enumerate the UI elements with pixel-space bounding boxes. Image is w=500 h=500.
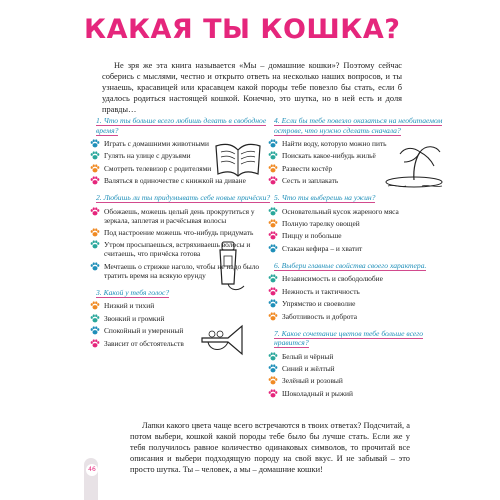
page-number: 46: [86, 464, 98, 476]
answer-option: [268, 299, 458, 308]
answer-option: [268, 287, 458, 296]
paw-icon: [268, 207, 278, 216]
answer-list: [268, 352, 458, 398]
answer-option: [268, 176, 458, 185]
question-text: [268, 261, 458, 271]
paw-icon: [90, 314, 100, 323]
paw-icon: [90, 326, 100, 335]
answer-label: Упрямство и своеволие: [282, 299, 356, 309]
answer-list: [268, 207, 458, 253]
question-text: [268, 329, 458, 348]
page-title: КАКАЯ ТЫ КОШКА?: [84, 14, 401, 45]
question-label: 6. Выбери главные свойства своего характера.: [274, 260, 427, 270]
paw-icon: [268, 352, 278, 361]
paw-icon: [268, 164, 278, 173]
question-text: [268, 116, 458, 135]
answer-label: Низкий и тихий: [104, 301, 155, 311]
paw-icon: [268, 274, 278, 283]
question-label: 3. Какой у тебя голос?: [96, 287, 170, 297]
paw-icon: [90, 207, 100, 216]
question-label: 5. Что ты выберешь на ужин?: [274, 193, 376, 203]
answer-label: Поискать какое-нибудь жильё: [282, 151, 376, 161]
answer-option: [90, 339, 280, 348]
answer-option: [90, 262, 280, 280]
answer-list: [90, 139, 280, 185]
paw-icon: [268, 151, 278, 160]
answer-label: Независимость и свободолюбие: [282, 274, 383, 284]
answer-option: [268, 376, 458, 385]
answer-label: Шоколадный и рыжий: [282, 388, 353, 398]
answer-label: Под настроение можешь что-нибудь придумать: [104, 228, 254, 238]
answer-list: [90, 301, 280, 347]
paw-icon: [268, 287, 278, 296]
question-label: 7. Какое сочетание цветов тебе больше всего нравится?: [274, 328, 424, 348]
answer-option: [90, 164, 280, 173]
answer-label: Обожаешь, можешь целый день прокрутиться у зеркала, заплетая и расчёсывая волосы: [104, 206, 255, 225]
answer-label: Развести костёр: [282, 163, 333, 173]
paw-icon: [90, 151, 100, 160]
answer-label: Найти воду, которую можно пить: [282, 139, 387, 148]
paw-icon: [268, 299, 278, 308]
paw-icon: [90, 164, 100, 173]
answer-list: [268, 274, 458, 320]
answer-option: [90, 151, 280, 160]
paw-icon: [268, 312, 278, 321]
answer-label: Гулять на улице с друзьями: [104, 151, 191, 161]
answer-list: [268, 139, 458, 185]
paw-icon: [90, 301, 100, 310]
answer-option: [268, 164, 458, 173]
question-label: 1. Что ты больше всего любишь делать в свободное время?: [96, 116, 267, 135]
answer-option: [268, 207, 458, 216]
paw-icon: [268, 364, 278, 373]
answer-label: Спокойный и умеренный: [104, 326, 184, 336]
answer-label: Основательный кусок жареного мяса: [282, 206, 399, 216]
answer-option: [90, 326, 280, 335]
answer-label: Белый и чёрный: [282, 351, 334, 361]
answer-option: [90, 240, 280, 258]
answer-option: [90, 301, 280, 310]
answer-label: Мечтаешь о стрижке наголо, чтобы не надо было тратить время на всякую ерунду: [104, 261, 260, 280]
paw-icon: [268, 219, 278, 228]
paw-icon: [268, 231, 278, 240]
answer-option: [90, 139, 280, 148]
intro-paragraph: Не зря же эта книга называется «Мы – домашние кошки»? Поэтому сейчас соберись с мыслями, честно и открыто ответь на несколько наших вопросов, и ты узнаешь, красавицей или красавцем какой породы тебе повезло бы стать, если б удалось родиться настоящей кошкой. Конечно, это шутка, но в ней есть и доля правды…: [102, 61, 402, 114]
answer-label: Нежность и тактичность: [282, 286, 360, 296]
question-label: 2. Любишь ли ты придумывать себе новые причёски?: [96, 193, 271, 203]
answer-option: [90, 207, 280, 225]
answer-option: [90, 228, 280, 237]
paw-icon: [268, 244, 278, 253]
answer-option: [268, 219, 458, 228]
answer-label: Пиццу и побольше: [282, 231, 342, 241]
paw-icon: [90, 262, 100, 271]
right-column: [268, 116, 458, 406]
answer-label: Синий и жёлтый: [282, 363, 335, 373]
answer-option: [268, 274, 458, 283]
answer-option: [90, 314, 280, 323]
answer-option: [90, 176, 280, 185]
paw-icon: [90, 228, 100, 237]
answer-option: [268, 364, 458, 373]
answer-option: [268, 244, 458, 253]
paw-icon: [90, 176, 100, 185]
question-text: [90, 193, 280, 203]
answer-label: Звонкий и громкий: [104, 313, 165, 323]
question-text: [90, 116, 280, 135]
answer-label: Сесть и заплакать: [282, 176, 339, 186]
paw-icon: [268, 139, 278, 148]
answer-option: [268, 151, 458, 160]
question-text: [90, 288, 280, 298]
answer-option: [268, 312, 458, 321]
answer-label: Зависит от обстоятельств: [104, 338, 184, 348]
left-column: [90, 116, 280, 356]
answer-label: Играть с домашними животными: [104, 139, 209, 148]
paw-icon: [90, 339, 100, 348]
paw-icon: [90, 139, 100, 148]
answer-label: Полную тарелку овощей: [282, 219, 360, 229]
answer-list: [90, 207, 280, 280]
answer-option: [268, 352, 458, 361]
question-label: 4. Если бы тебе повезло оказаться на необитаемом острове, что нужно сделать сначала?: [274, 116, 443, 135]
answer-label: Заботливость и доброта: [282, 311, 357, 321]
answer-label: Стакан кефира – и хватит: [282, 243, 363, 253]
answer-label: Смотреть телевизор с родителями: [104, 163, 212, 173]
answer-label: Зелёный и розовый: [282, 376, 343, 386]
answer-label: Валяться в одиночестве с книжкой на диване: [104, 176, 246, 186]
answer-option: [268, 389, 458, 398]
answer-label: Утром просыпаешься, встряхиваешь волосы и считаешь, что причёска готова: [104, 240, 251, 259]
paw-icon: [268, 176, 278, 185]
answer-option: [268, 231, 458, 240]
paw-icon: [268, 389, 278, 398]
paw-icon: [90, 240, 100, 249]
outro-paragraph: Лапки какого цвета чаще всего встречаются в твоих ответах? Подсчитай, а потом выбери, кошкой какой породы тебе было бы лучше стать. Если же у тебя получилось равное количество одинаковых символов, то прочитай все описания и выбери подходящую породу на свой вкус. И не забывай – это просто шутка. Ты – человек, а мы – домашние кошки!: [130, 421, 410, 474]
answer-option: [268, 139, 458, 148]
question-text: [268, 193, 458, 203]
paw-icon: [268, 376, 278, 385]
